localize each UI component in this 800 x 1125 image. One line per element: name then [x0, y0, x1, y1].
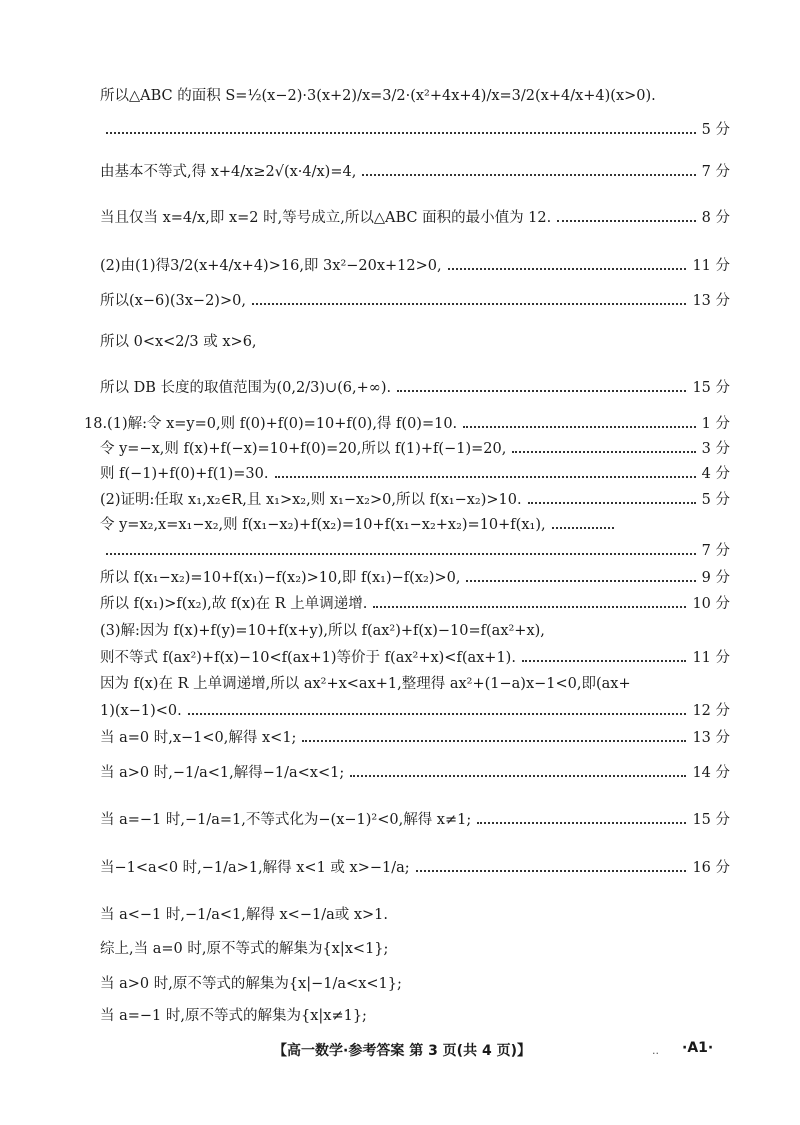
leader-dots — [373, 606, 686, 608]
line-score-7 — [100, 541, 730, 561]
line-monotonic — [100, 594, 730, 614]
line-text: 当 a=−1 时,−1/a=1,不等式化为−(x−1)²<0,解得 x≠1; — [100, 812, 472, 828]
leader-dots — [106, 553, 696, 555]
leader-dots — [528, 502, 696, 504]
line-equality-case — [100, 208, 730, 228]
line-text: 当 a>0 时,−1/a<1,解得−1/a<x<1; — [100, 765, 345, 781]
leader-dots — [362, 174, 695, 176]
line-text: 18.(1)解:令 x=y=0,则 f(0)+f(0)=10+f(0),得 f(0)=10. — [84, 416, 458, 432]
score-label: 7 分 — [701, 164, 730, 180]
line-text: 所以 f(x₁−x₂)=10+f(x₁)−f(x₂)>10,即 f(x₁)−f(x₂)>0, — [100, 570, 461, 586]
line-substitution — [100, 515, 730, 535]
leader-dots — [522, 660, 686, 662]
line-q18-part1 — [84, 414, 730, 434]
line-case-a-neg1 — [100, 810, 730, 830]
line-text: 令 y=−x,则 f(x)+f(−x)=10+f(0)=20,所以 f(1)+f(−1)=20, — [100, 441, 507, 457]
score-label: 3 分 — [701, 441, 730, 457]
leader-dots — [557, 220, 695, 222]
leader-dots — [448, 268, 687, 270]
line-area-formula — [100, 86, 730, 106]
footer-title: 【高一数学·参考答案 第 3 页(共 4 页)】 — [273, 1043, 531, 1059]
leader-dots — [188, 713, 687, 715]
line-rearranged — [100, 674, 730, 694]
score-label: 13 分 — [692, 293, 730, 309]
score-label: 1 分 — [701, 416, 730, 432]
score-label: 16 分 — [692, 860, 730, 876]
leader-dots — [350, 775, 686, 777]
line-text: 由基本不等式,得 x+4/x≥2√(x·4/x)=4, — [100, 164, 357, 180]
line-text: 当−1<a<0 时,−1/a>1,解得 x<1 或 x>−1/a; — [100, 860, 410, 876]
line-difference-positive — [100, 568, 730, 588]
leader-dots — [512, 451, 695, 453]
leader-dots — [466, 580, 695, 582]
line-text: 当 a>0 时,原不等式的解集为{x|−1/a<x<1}; — [100, 976, 402, 992]
leader-dots — [106, 132, 696, 134]
leader-dots — [302, 740, 686, 742]
line-text: 所以△ABC 的面积 S=½(x−2)·3(x+2)/x=3/2·(x²+4x+4)/x=3/2(x+4/x+4)(x>0). — [100, 88, 656, 104]
line-equivalent — [100, 648, 730, 668]
line-text: 所以 DB 长度的取值范围为(0,2/3)∪(6,+∞). — [100, 380, 392, 396]
line-case-a-positive — [100, 763, 730, 783]
score-label: 14 分 — [692, 765, 730, 781]
leader-dots — [275, 476, 696, 478]
line-part2-inequality — [100, 256, 730, 276]
line-summary-a-neg1 — [100, 1006, 730, 1026]
score-label: 7 分 — [701, 543, 730, 559]
leader-dots — [416, 870, 687, 872]
leader-dots — [477, 822, 686, 824]
score-label: 11 分 — [692, 650, 730, 666]
score-label: 10 分 — [692, 596, 730, 612]
line-basic-inequality — [100, 162, 730, 182]
line-text: 所以(x−6)(3x−2)>0, — [100, 293, 246, 309]
line-text: (3)解:因为 f(x)+f(y)=10+f(x+y),所以 f(ax²)+f(x)−10=f(ax²+x), — [100, 623, 545, 639]
line-text: 综上,当 a=0 时,原不等式的解集为{x|x<1}; — [100, 941, 389, 957]
line-text: 所以 f(x₁)>f(x₂),故 f(x)在 R 上单调递增. — [100, 596, 368, 612]
line-text: 当 a=−1 时,原不等式的解集为{x|x≠1}; — [100, 1008, 367, 1024]
line-factored-form — [100, 701, 730, 721]
score-label: 5 分 — [701, 122, 730, 138]
line-text: 因为 f(x)在 R 上单调递增,所以 ax²+x<ax+1,整理得 ax²+(1−a)x−1<0,即(ax+ — [100, 676, 631, 692]
line-case-a0 — [100, 728, 730, 748]
line-sum-30 — [100, 464, 730, 484]
line-text: (2)证明:任取 x₁,x₂∈R,且 x₁>x₂,则 x₁−x₂>0,所以 f(x₁−x₂)>10. — [100, 492, 522, 508]
score-label: 4 分 — [701, 466, 730, 482]
leader-dots — [463, 426, 696, 428]
score-label: 5 分 — [701, 492, 730, 508]
line-factored — [100, 291, 730, 311]
line-case-a-between — [100, 858, 730, 878]
line-summary-a0 — [100, 939, 730, 959]
line-db-range — [100, 378, 730, 398]
footer-dots: .. — [652, 1044, 659, 1057]
line-part3-setup — [100, 621, 730, 641]
line-summary-a-positive — [100, 974, 730, 994]
score-label: 15 分 — [692, 380, 730, 396]
score-label: 15 分 — [692, 812, 730, 828]
leader-dots — [552, 527, 614, 529]
leader-dots — [397, 390, 686, 392]
score-label: 12 分 — [692, 703, 730, 719]
line-text: 当且仅当 x=4/x,即 x=2 时,等号成立,所以△ABC 面积的最小值为 12. — [100, 210, 552, 226]
line-text: 则不等式 f(ax²)+f(x)−10<f(ax+1)等价于 f(ax²+x)<f(ax+1). — [100, 650, 516, 666]
line-text: 所以 0<x<2/3 或 x>6, — [100, 334, 257, 350]
line-case-a-less-neg1 — [100, 905, 730, 925]
line-text: 当 a<−1 时,−1/a<1,解得 x<−1/a或 x>1. — [100, 907, 388, 923]
line-part2-proof — [100, 490, 730, 510]
line-text: 则 f(−1)+f(0)+f(1)=30. — [100, 466, 269, 482]
line-text: (2)由(1)得3/2(x+4/x+4)>16,即 3x²−20x+12>0, — [100, 258, 442, 274]
score-label: 8 分 — [701, 210, 730, 226]
score-label: 9 分 — [701, 570, 730, 586]
line-text: 当 a=0 时,x−1<0,解得 x<1; — [100, 730, 297, 746]
score-label: 11 分 — [692, 258, 730, 274]
leader-dots — [252, 303, 686, 305]
footer-edition-tag: ·A1· — [682, 1040, 714, 1056]
score-label: 13 分 — [692, 730, 730, 746]
line-solution-range — [100, 332, 730, 352]
line-score-5 — [100, 120, 730, 140]
line-text: 1)(x−1)<0. — [100, 703, 182, 719]
line-let-y-neg-x — [100, 439, 730, 459]
line-text: 令 y=x₂,x=x₁−x₂,则 f(x₁−x₂)+f(x₂)=10+f(x₁−x₂+x₂)=10+f(x₁), — [100, 517, 546, 533]
